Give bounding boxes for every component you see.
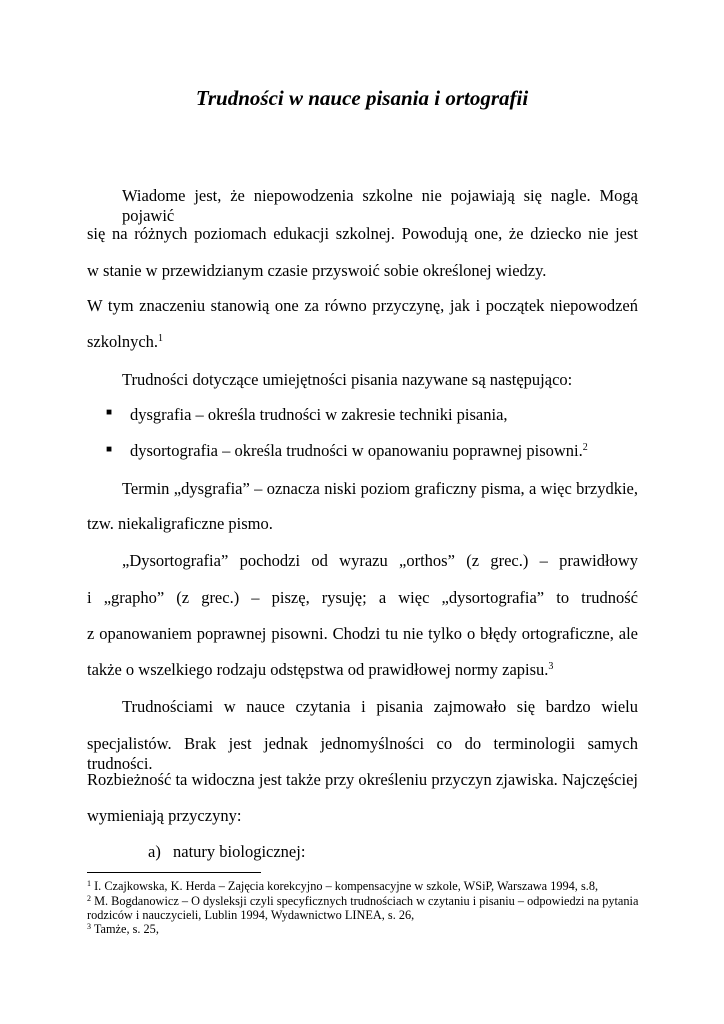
paragraph-1-line-5	[87, 332, 163, 355]
bullet-item-dysortografia	[130, 441, 588, 464]
paragraph-5-line-4: wymieniają przyczyny:	[87, 806, 242, 825]
footnote-1-number: 1	[87, 879, 91, 888]
footnote-2-line-2: rodziców i nauczycieli, Lublin 1994, Wydawnictwo LINEA, s. 26,	[87, 908, 415, 922]
footnote-separator	[87, 872, 261, 873]
bullet-item-dysgrafia: dysgrafia – określa trudności w zakresie techniki pisania,	[130, 405, 508, 424]
paragraph-5-line-2: specjalistów. Brak jest jednak jednomyślności co do terminologii samych trudności.	[87, 734, 638, 773]
paragraph-3-line-1: Termin „dysgrafia” – oznacza niski poziom graficzny pisma, a więc brzydkie,	[122, 479, 638, 498]
paragraph-4-line-4-text: także o wszelkiego rodzaju odstępstwa od prawidłowej normy zapisu.	[87, 660, 549, 679]
page-title: Trudności w nauce pisania i ortografii	[195, 86, 529, 110]
footnote-3-number: 3	[87, 922, 91, 931]
footnote-3	[87, 922, 159, 938]
list-item-a-marker: a)	[148, 842, 161, 861]
footnote-ref-3: 3	[548, 661, 554, 672]
list-item-a-text: natury biologicznej:	[173, 842, 306, 861]
paragraph-3-line-2: tzw. niekaligraficzne pismo.	[87, 514, 273, 533]
bullet-icon-1: ■	[106, 407, 113, 418]
paragraph-4-line-2: i „grapho” (z grec.) – piszę, rysuję; a więc „dysortografia” to trudność	[87, 588, 638, 607]
footnote-2-text-line-1: M. Bogdanowicz – O dysleksji czyli specyficznych trudnościach w czytaniu i pisaniu – odpowiedzi na pytania	[91, 894, 639, 908]
footnote-2-number: 2	[87, 894, 91, 903]
paragraph-2-line-1: Trudności dotyczące umiejętności pisania nazywane są następująco:	[122, 370, 573, 389]
paragraph-1-line-3: w stanie w przewidzianym czasie przyswoić sobie określonej wiedzy.	[87, 261, 547, 280]
footnote-ref-1: 1	[158, 333, 164, 344]
paragraph-1-line-2: się na różnych poziomach edukacji szkolnej. Powodują one, że dziecko nie jest	[87, 224, 638, 243]
footnote-3-text: Tamże, s. 25,	[91, 922, 159, 936]
paragraph-5-line-1: Trudnościami w nauce czytania i pisania zajmowało się bardzo wielu	[122, 697, 638, 716]
bullet-icon-2: ■	[106, 444, 113, 455]
paragraph-1-line-1: Wiadome jest, że niepowodzenia szkolne nie pojawiają się nagle. Mogą pojawić	[122, 186, 638, 225]
paragraph-1-line-5-text: szkolnych.	[87, 332, 159, 351]
paragraph-5-line-3: Rozbieżność ta widoczna jest także przy określeniu przyczyn zjawiska. Najczęściej	[87, 770, 638, 789]
footnote-1	[87, 879, 598, 895]
footnote-ref-2: 2	[582, 442, 588, 453]
paragraph-4-line-1: „Dysortografia” pochodzi od wyrazu „orthos” (z grec.) – prawidłowy	[122, 551, 638, 570]
bullet-item-dysortografia-text: dysortografia – określa trudności w opanowaniu poprawnej pisowni.	[130, 441, 583, 460]
paragraph-1-line-4: W tym znaczeniu stanowią one za równo przyczynę, jak i początek niepowodzeń	[87, 296, 638, 315]
paragraph-4-line-3: z opanowaniem poprawnej pisowni. Chodzi tu nie tylko o błędy ortograficzne, ale	[87, 624, 638, 643]
paragraph-4-line-4	[87, 660, 553, 683]
footnote-1-text: I. Czajkowska, K. Herda – Zajęcia korekcyjno – kompensacyjne w szkole, WSiP, Warszawa 1994, s.8,	[91, 879, 599, 893]
